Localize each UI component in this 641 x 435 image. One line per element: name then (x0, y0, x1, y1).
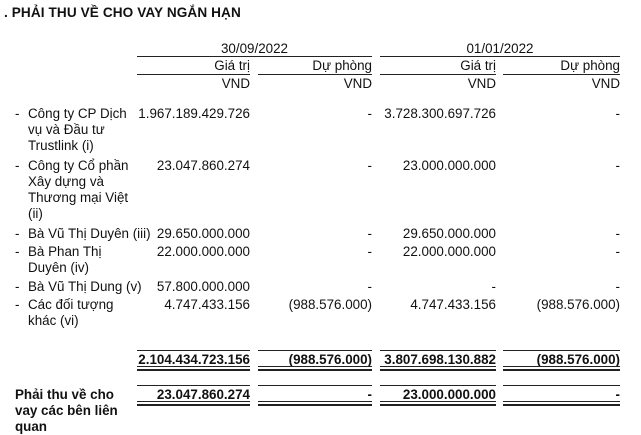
period-rule-2 (380, 56, 620, 57)
related-double-rule (137, 404, 250, 406)
row-label-text: Bà Phan Thị Duyên (iv) (28, 244, 102, 275)
related-provision: - (367, 387, 372, 402)
total-double-rule (258, 369, 372, 371)
related-top-rule (258, 385, 372, 386)
total-provision: (988.576.000) (536, 352, 620, 367)
cell-value: 23.047.860.274 (156, 158, 250, 173)
cell-value: 29.650.000.000 (402, 226, 496, 241)
cell-value: (988.576.000) (288, 297, 372, 312)
row-label-text: Công ty Cổ phần Xây dựng và Thương mại Việt (ii) (28, 158, 129, 221)
bullet-dash: - (15, 226, 20, 241)
total-double-rule (503, 366, 620, 367)
col-unit-2: VND (343, 76, 372, 91)
total-value: 2.104.434.723.156 (138, 352, 250, 367)
total-top-rule (258, 350, 372, 351)
related-double-rule (380, 401, 496, 402)
cell-value: - (367, 158, 372, 173)
cell-value: - (367, 106, 372, 121)
related-double-rule (258, 401, 372, 402)
related-double-rule (380, 404, 496, 406)
row-label-text: Bà Vũ Thị Dung (v) (28, 279, 142, 294)
related-value: 23.047.860.274 (156, 387, 250, 402)
period-date-1: 30/09/2022 (220, 41, 289, 56)
col-unit-1: VND (221, 76, 250, 91)
cell-value: - (615, 158, 620, 173)
col-header-provision-1: Dự phòng (312, 58, 372, 73)
bullet-dash: - (15, 297, 20, 312)
cell-value: 22.000.000.000 (156, 244, 250, 259)
cell-value: - (615, 244, 620, 259)
row-label-text: Bà Vũ Thị Duyên (iii) (28, 226, 151, 241)
total-double-rule (503, 369, 620, 371)
cell-value: 4.747.433.156 (410, 297, 496, 312)
bullet-dash: - (15, 106, 20, 121)
total-provision: (988.576.000) (288, 352, 372, 367)
row-label-text: Công ty CP Dịch vụ và Đầu tư Trustlink (i) (28, 106, 127, 153)
bullet-dash: - (15, 158, 20, 173)
col-header-value-2: Giá trị (460, 58, 496, 73)
total-double-rule (137, 366, 250, 367)
cell-value: 4.747.433.156 (164, 297, 250, 312)
cell-value: - (615, 279, 620, 294)
col-unit-3: VND (467, 76, 496, 91)
related-top-rule (503, 385, 620, 386)
related-top-rule (380, 385, 496, 386)
total-double-rule (380, 366, 496, 367)
cell-value: - (615, 106, 620, 121)
cell-value: 57.800.000.000 (156, 279, 250, 294)
cell-value: - (367, 279, 372, 294)
total-top-rule (137, 350, 250, 351)
cell-value: 22.000.000.000 (402, 244, 496, 259)
total-double-rule (380, 369, 496, 371)
bullet-dash: - (15, 279, 20, 294)
col-rule-1 (137, 74, 250, 75)
col-unit-4: VND (591, 76, 620, 91)
related-double-rule (503, 401, 620, 402)
cell-value: (988.576.000) (536, 297, 620, 312)
cell-value: - (367, 244, 372, 259)
related-provision: - (615, 387, 620, 402)
col-header-provision-2: Dự phòng (560, 58, 620, 73)
related-top-rule (137, 385, 250, 386)
related-parties-label: Phải thu về cho vay các bên liên quan (15, 387, 118, 434)
total-top-rule (503, 350, 620, 351)
total-top-rule (380, 350, 496, 351)
related-double-rule (137, 401, 250, 402)
col-rule-2 (258, 74, 372, 75)
col-rule-3 (380, 74, 496, 75)
related-value: 23.000.000.000 (402, 387, 496, 402)
cell-value: 3.728.300.697.726 (384, 106, 496, 121)
bullet-dash: - (15, 244, 20, 259)
cell-value: 23.000.000.000 (402, 158, 496, 173)
cell-value: - (491, 279, 496, 294)
total-double-rule (137, 369, 250, 371)
cell-value: - (367, 226, 372, 241)
total-value: 3.807.698.130.882 (384, 352, 496, 367)
total-double-rule (258, 366, 372, 367)
col-header-value-1: Giá trị (214, 58, 250, 73)
cell-value: 29.650.000.000 (156, 226, 250, 241)
cell-value: - (615, 226, 620, 241)
period-date-2: 01/01/2022 (466, 41, 534, 56)
related-double-rule (503, 404, 620, 406)
section-title: . PHẢI THU VỀ CHO VAY NGẮN HẠN (4, 5, 241, 20)
row-label-text: Các đối tượng khác (vi) (28, 297, 114, 328)
cell-value: 1.967.189.429.726 (138, 106, 250, 121)
related-double-rule (258, 404, 372, 406)
col-rule-4 (503, 74, 620, 75)
period-rule-1 (137, 56, 372, 57)
